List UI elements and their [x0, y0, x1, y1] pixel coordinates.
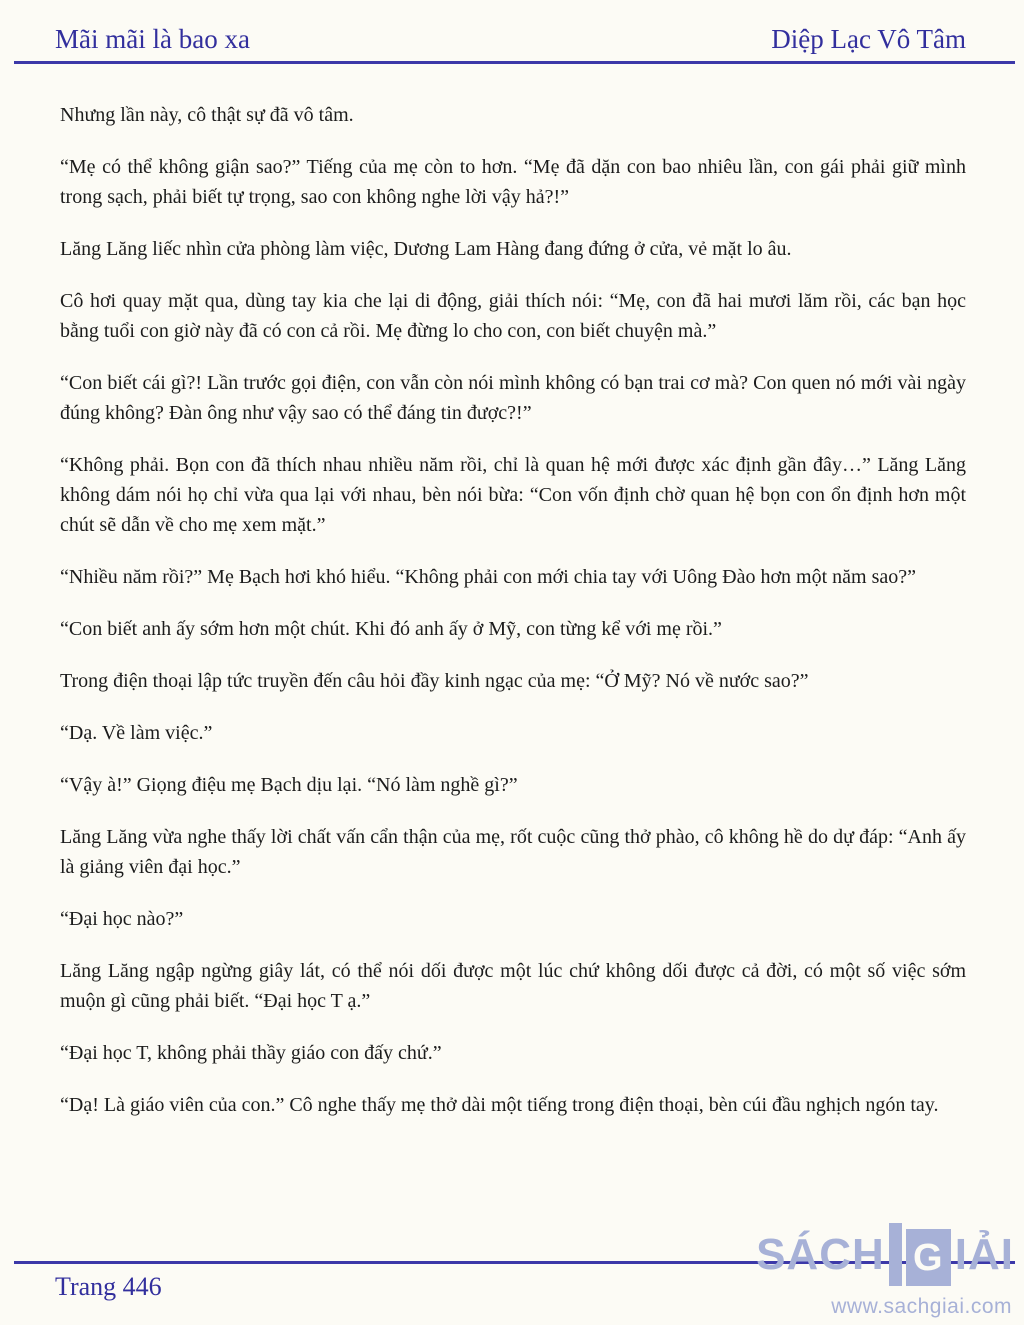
page-number: Trang 446: [55, 1272, 162, 1301]
watermark-text-sach: SÁCH: [756, 1229, 885, 1279]
paragraph: “Con biết anh ấy sớm hơn một chút. Khi đó anh ấy ở Mỹ, con từng kể với mẹ rồi.”: [60, 618, 722, 640]
watermark-brand: [756, 1223, 1014, 1286]
paragraph: “Nhiều năm rồi?” Mẹ Bạch hơi khó hiểu. “Không phải con mới chia tay với Uông Đào hơn một năm sao?”: [60, 566, 916, 588]
page-body: [60, 100, 966, 1142]
paragraph: “Con biết cái gì?! Lần trước gọi điện, con vẫn còn nói mình không có bạn trai cơ mà? Con quen nó mới vài ngày đúng không? Đàn ông như vậy sao có thể đáng tin được?!”: [60, 372, 966, 424]
paragraph: Lăng Lăng vừa nghe thấy lời chất vấn cẩn thận của mẹ, rốt cuộc cũng thở phào, cô không hề do dự đáp: “Anh ấy là giảng viên đại học.”: [60, 826, 966, 878]
paragraph: Lăng Lăng ngập ngừng giây lát, có thể nói dối được một lúc chứ không dối được cả đời, có một số việc sớm muộn gì cũng phải biết. “Đại học T ạ.”: [60, 960, 966, 1012]
paragraph: “Đại học nào?”: [60, 908, 184, 930]
book-cover-letter: G: [906, 1229, 951, 1286]
sachgiai-watermark: [756, 1223, 1014, 1319]
paragraph: “Không phải. Bọn con đã thích nhau nhiều năm rồi, chỉ là quan hệ mới được xác định gần đây…” Lăng Lăng không dám nói họ chỉ vừa qua lại với nhau, bèn nói bừa: “Con vốn định chờ quan hệ bọn con ổn định hơn một chút sẽ dẫn về cho mẹ xem mặt.”: [60, 454, 966, 536]
paragraph: “Vậy à!” Giọng điệu mẹ Bạch dịu lại. “Nó làm nghề gì?”: [60, 774, 518, 796]
book-icon: [889, 1223, 951, 1286]
paragraph: Cô hơi quay mặt qua, dùng tay kia che lại di động, giải thích nói: “Mẹ, con đã hai mươi lăm rồi, các bạn học bằng tuổi con giờ này đã có con cả rồi. Mẹ đừng lo cho con, con biết chuyện mà.”: [60, 290, 966, 342]
book-title: Mãi mãi là bao xa: [55, 24, 250, 54]
paragraph: “Dạ. Về làm việc.”: [60, 722, 213, 744]
header-divider: [14, 61, 1015, 64]
book-spine-shape: [889, 1223, 902, 1286]
page-header: [55, 22, 966, 56]
paragraph: Lăng Lăng liếc nhìn cửa phòng làm việc, Dương Lam Hàng đang đứng ở cửa, vẻ mặt lo âu.: [60, 238, 792, 260]
watermark-text-giai: IẢI: [954, 1229, 1014, 1279]
paragraph: Nhưng lần này, cô thật sự đã vô tâm.: [60, 104, 354, 126]
paragraph: “Dạ! Là giáo viên của con.” Cô nghe thấy mẹ thở dài một tiếng trong điện thoại, bèn cúi đầu nghịch ngón tay.: [60, 1094, 939, 1116]
paragraph: “Đại học T, không phải thầy giáo con đấy chứ.”: [60, 1042, 442, 1064]
paragraph: Trong điện thoại lập tức truyền đến câu hỏi đầy kinh ngạc của mẹ: “Ở Mỹ? Nó về nước sao?”: [60, 670, 809, 692]
watermark-url: www.sachgiai.com: [831, 1295, 1012, 1318]
author-name: Diệp Lạc Vô Tâm: [771, 24, 966, 54]
paragraph: “Mẹ có thể không giận sao?” Tiếng của mẹ còn to hơn. “Mẹ đã dặn con bao nhiêu lần, con gái phải giữ mình trong sạch, phải biết tự trọng, sao con không nghe lời vậy hả?!”: [60, 156, 966, 208]
